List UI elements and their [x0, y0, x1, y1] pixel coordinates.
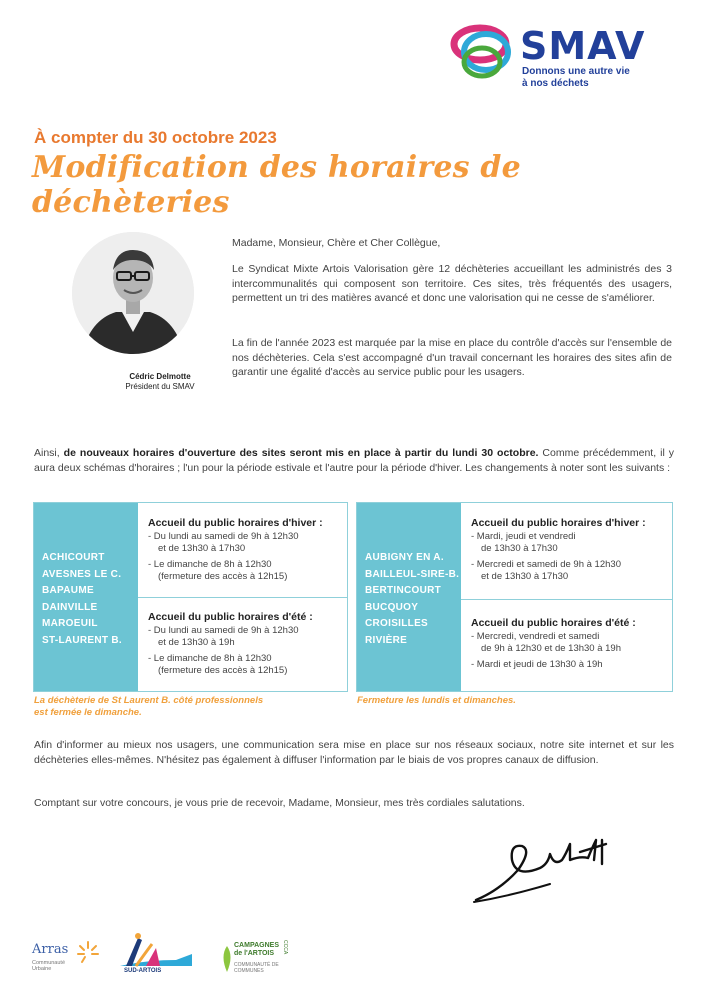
schedule-box-group-2: [356, 502, 673, 692]
smav-rings-icon: [450, 22, 522, 84]
sun-icon: [76, 940, 100, 964]
town: MAROEUIL: [42, 618, 98, 629]
town: BUCQUOY: [365, 601, 419, 613]
access-control-paragraph: La fin de l'année 2023 est marquée par la mise en place du contrôle d'accès sur l'ensemble de nos déchèteries. Cela s'est accompagné d'un travail concernant les horaires des sites afin de garantir une égalité d'accès au service public pour les usagers.: [232, 337, 672, 378]
schedule-intro-rest: Comme précédemment, il y aura deux schémas d'horaires ; l'un pour la période estivale et l'autre pour la période d'hiver. Les changements à noter sont les suivants :: [34, 447, 675, 474]
communication-paragraph: Afin d'informer au mieux nos usagers, une communication sera mise en place sur nos réseaux sociaux, notre site internet et sur les déchèteries elles-mêmes. N'hésitez pas également à diffuser l'information par le biais de vos propres canaux de diffusion.: [34, 739, 674, 766]
intro-paragraph: Le Syndicat Mixte Artois Valorisation gère 12 déchèteries accueillant les administrés des 3 intercommunalités qui composent son territoire. Ces sites, très fréquentés des usagers, permettent un tri des matières avancé et donc une valorisation qui ne cesse de s'améliorer.: [232, 263, 672, 304]
hours-line: - Le dimanche de 8h à 12h30: [148, 559, 272, 570]
hours-line: et de 13h30 à 17h30: [158, 543, 246, 554]
arras-logo-name: Arras: [32, 942, 69, 957]
smav-tagline: [522, 66, 630, 90]
town: BERTINCOURT: [365, 585, 442, 596]
hours-line: - Le dimanche de 8h à 12h30: [148, 653, 272, 664]
effective-date: À compter du 30 octobre 2023: [34, 128, 277, 147]
president-portrait: [72, 232, 194, 354]
summer-hours: [148, 611, 343, 677]
towns-list: [42, 550, 138, 649]
tagline-line-1: Donnons une autre vie: [522, 66, 630, 77]
campagnes-side-label: CCCA: [282, 940, 288, 955]
sud-artois-logo: [116, 930, 196, 980]
town: ACHICOURT: [42, 552, 105, 563]
arras-sub-line: Urbaine: [32, 966, 52, 972]
smav-logo: [450, 22, 680, 92]
hours-line: et de 13h30 à 19h: [158, 637, 235, 648]
closing-paragraph: Comptant sur votre concours, je vous prie de recevoir, Madame, Monsieur, mes très cordiales salutations.: [34, 797, 525, 809]
arras-logo: [32, 938, 102, 978]
town: CROISILLES: [365, 618, 429, 629]
hours-line: de 13h30 à 17h30: [481, 543, 558, 554]
winter-hours: [148, 517, 343, 583]
hours-line: - Du lundi au samedi de 9h à 12h30: [148, 625, 299, 636]
leaf-icon: [220, 944, 234, 974]
hours-line: de 9h à 12h30 et de 13h30 à 19h: [481, 643, 621, 654]
note-line: La déchèterie de St Laurent B. côté professionnels: [34, 695, 264, 706]
president-role: Président du SMAV: [125, 382, 195, 391]
town: AUBIGNY EN A.: [365, 552, 444, 563]
campagnes-name-line: de l'ARTOIS: [234, 950, 275, 957]
hours-line: - Mardi, jeudi et vendredi: [471, 531, 576, 542]
hours-line: - Mercredi et samedi de 9h à 12h30: [471, 559, 621, 570]
section-divider: [138, 597, 347, 598]
sud-artois-name: SUD-ARTOIS: [124, 968, 162, 974]
town: DAINVILLE: [42, 601, 98, 613]
hours-line: - Du lundi au samedi de 9h à 12h30: [148, 531, 299, 542]
tagline-line-2: à nos déchets: [522, 78, 589, 89]
signature-icon: [470, 830, 630, 910]
winter-hours-title: Accueil du public horaires d'hiver :: [471, 517, 646, 529]
campagnes-name-line: CAMPAGNES: [234, 942, 279, 949]
hours-line: (fermeture des accès à 12h15): [158, 571, 288, 582]
town: AVESNES LE C.: [42, 568, 122, 580]
campagnes-artois-logo: [220, 938, 290, 978]
summer-hours: [471, 617, 668, 671]
hours-line: et de 13h30 à 17h30: [481, 571, 569, 582]
arras-sub-line: Communauté: [32, 960, 66, 966]
greeting: Madame, Monsieur, Chère et Cher Collègue,: [232, 237, 441, 249]
schedule-intro-bold: de nouveaux horaires d'ouverture des sites seront mis en place à partir du lundi 30 octobre.: [63, 447, 539, 459]
campagnes-name: [234, 942, 279, 958]
hours-line: - Mercredi, vendredi et samedi: [471, 631, 600, 642]
hours-line: (fermeture des accès à 12h15): [158, 665, 288, 676]
town: RIVIÈRE: [365, 634, 408, 646]
town: BAPAUME: [42, 585, 94, 596]
schedule-intro-lead: Ainsi,: [34, 447, 64, 459]
winter-hours-title: Accueil du public horaires d'hiver :: [148, 517, 323, 529]
portrait-photo-icon: [72, 232, 194, 354]
schedule-intro-paragraph: [34, 446, 674, 475]
campagnes-sub: COMMUNAUTÉ DE COMMUNES: [234, 962, 279, 974]
towns-list: [365, 550, 461, 649]
town: BAILLEUL-SIRE-B.: [365, 568, 460, 580]
schedule-box-group-1: [33, 502, 348, 692]
note-line: est fermée le dimanche.: [34, 707, 142, 718]
sud-artois-emblem-icon: [116, 930, 196, 970]
left-box-note: [34, 695, 334, 719]
smav-logo-word: SMAV: [520, 24, 646, 68]
winter-hours: [471, 517, 668, 583]
town: ST-LAURENT B.: [42, 634, 123, 646]
hours-line: - Mardi et jeudi de 13h30 à 19h: [471, 659, 603, 670]
page-title: Modification des horaires de déchèteries: [32, 150, 521, 220]
right-box-note: Fermeture les lundis et dimanches.: [357, 695, 516, 706]
summer-hours-title: Accueil du public horaires d'été :: [471, 617, 636, 629]
president-name: Cédric Delmotte: [129, 372, 191, 381]
arras-logo-sub: [32, 960, 65, 972]
section-divider: [461, 599, 672, 600]
summer-hours-title: Accueil du public horaires d'été :: [148, 611, 313, 623]
